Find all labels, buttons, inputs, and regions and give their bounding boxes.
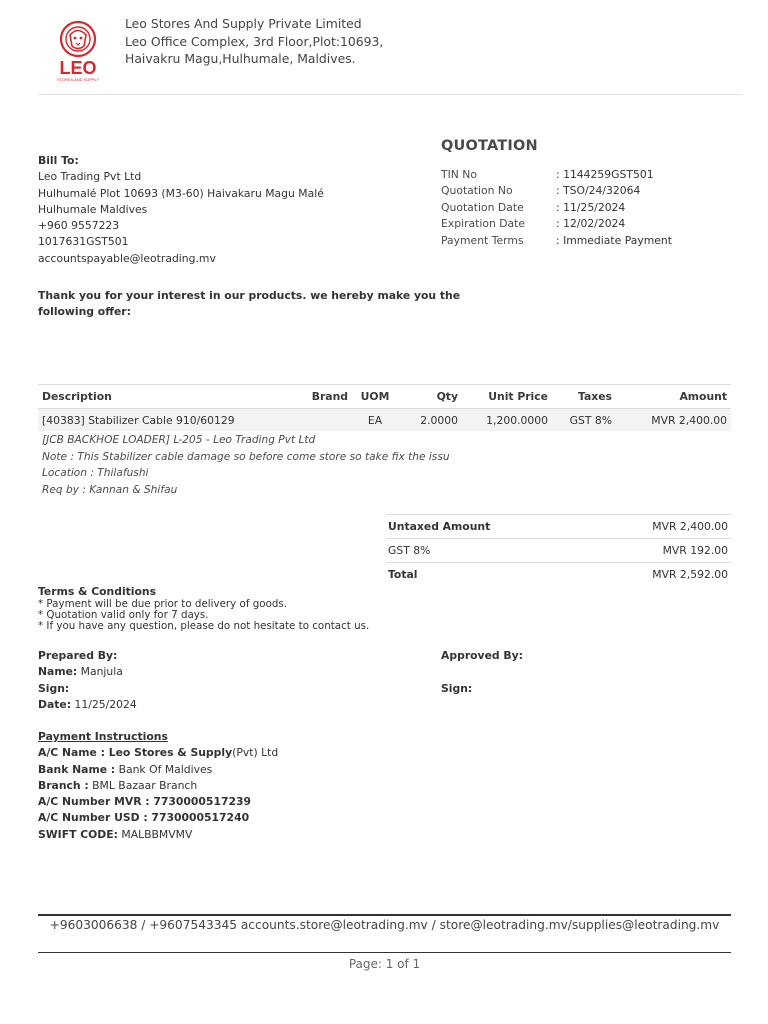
ac-name-label: A/C Name : Leo Stores & Supply: [38, 746, 233, 760]
meta-row-payment-terms: [441, 234, 672, 250]
bill-to-city: Hulhumale Maldives: [38, 202, 148, 216]
line-notes: [42, 432, 450, 498]
table-header: [38, 384, 731, 409]
header-divider: [38, 94, 742, 95]
payment-ac-mvr: A/C Number MVR : 7730000517239: [38, 795, 252, 809]
terms-line: * Payment will be due prior to delivery of goods.: [38, 598, 288, 610]
meta-label: Expiration Date: [441, 217, 526, 231]
table-row: [38, 409, 731, 431]
totals-value: MVR 2,400.00: [652, 520, 728, 533]
totals-table: [386, 514, 731, 586]
footer-contact[interactable]: +9603006638 / +9607543345 accounts.store@leotrading.mv / store@leotrading.mv/supplies@leotrading.mv: [49, 918, 720, 932]
date-label: Date:: [38, 697, 72, 711]
payment-instructions: [38, 729, 278, 843]
meta-label: Quotation No: [441, 184, 513, 198]
column-header-description: Description: [42, 390, 112, 403]
meta-row-quotation-no: [441, 184, 672, 200]
swift-value: MALBBMVMV: [121, 827, 193, 841]
bank-value: Bank Of Maldives: [118, 762, 213, 776]
cell-unit-price: 1,200.0000: [486, 413, 548, 427]
company-address: [125, 15, 383, 68]
terms-line: * Quotation valid only for 7 days.: [38, 609, 209, 622]
meta-label: Payment Terms: [441, 233, 524, 247]
totals-row-total: [386, 562, 731, 586]
approved-by-heading: Approved By:: [441, 649, 523, 662]
prepared-by-sign: Sign:: [38, 681, 70, 695]
totals-label: Total: [388, 568, 418, 581]
terms-and-conditions: [38, 584, 369, 633]
payment-ac-usd: A/C Number USD : 7730000517240: [38, 811, 250, 825]
meta-label: TIN No: [441, 168, 477, 181]
terms-heading: Terms & Conditions: [38, 585, 157, 598]
cell-qty: 2.0000: [420, 413, 458, 427]
payment-branch: [38, 778, 278, 794]
line-note: Location : Thilafushi: [42, 467, 149, 480]
quotation-meta: [441, 168, 672, 250]
branch-label: Branch :: [38, 778, 89, 792]
column-header-taxes: Taxes: [578, 390, 612, 403]
cell-uom: EA: [367, 413, 383, 427]
svg-text:LEO: LEO: [59, 58, 97, 78]
meta-value: : 11/25/2024: [556, 200, 626, 214]
payment-swift: [38, 827, 278, 843]
meta-value: : TSO/24/32064: [556, 184, 641, 198]
meta-value: : 1144259GST501: [556, 168, 654, 181]
line-note: Req by : Kannan & Shifau: [42, 483, 178, 496]
approved-by-block: [441, 648, 523, 697]
totals-label: GST 8%: [388, 544, 431, 557]
cell-taxes: GST 8%: [569, 413, 612, 427]
line-note: [JCB BACKHOE LOADER] L-205 - Leo Trading Pvt Ltd: [42, 434, 316, 446]
svg-text:STORES AND SUPPLY: STORES AND SUPPLY: [56, 77, 100, 82]
meta-value: : Immediate Payment: [556, 233, 672, 247]
meta-value: : 12/02/2024: [556, 217, 626, 231]
bill-to-heading: Bill To:: [38, 154, 79, 167]
cell-amount: MVR 2,400.00: [651, 413, 727, 427]
meta-row-tin: [441, 168, 672, 184]
company-logo: [50, 18, 106, 84]
approved-by-sign: Sign:: [441, 681, 473, 695]
approved-by-spacer: [441, 664, 523, 680]
company-address-line-2: Haivakru Magu,Hulhumale, Maldives.: [125, 51, 356, 67]
prepared-by-name: [38, 664, 137, 680]
lion-logo-icon: [50, 18, 106, 84]
column-header-amount: Amount: [679, 390, 727, 403]
totals-row-gst: [386, 538, 731, 562]
meta-row-quotation-date: [441, 201, 672, 217]
name-value: Manjula: [80, 665, 123, 679]
bill-to-phone: +960 9557223: [38, 219, 120, 233]
quotation-title: QUOTATION: [441, 138, 538, 154]
page-number: Page: 1 of 1: [348, 957, 421, 971]
payment-ac-name: [38, 745, 278, 761]
meta-label: Quotation Date: [441, 200, 524, 214]
footer-top-divider: [38, 914, 731, 916]
footer-bottom-divider: [38, 952, 731, 953]
terms-line: * If you have any question, please do not hesitate to contact us.: [38, 620, 370, 633]
bank-label: Bank Name :: [38, 762, 116, 776]
prepared-by-date: [38, 697, 137, 713]
totals-label: Untaxed Amount: [388, 520, 491, 533]
totals-row-untaxed: [386, 514, 731, 538]
prepared-by-block: [38, 648, 137, 713]
column-header-unit-price: Unit Price: [488, 390, 548, 403]
totals-value: MVR 2,592.00: [652, 568, 728, 581]
bill-to-tax-id: 1017631GST501: [38, 235, 129, 249]
bill-to-email[interactable]: accountspayable@leotrading.mv: [38, 251, 216, 265]
name-label: Name:: [38, 665, 78, 679]
bill-to-block: [38, 153, 324, 267]
swift-label: SWIFT CODE:: [38, 827, 118, 841]
bill-to-name: Leo Trading Pvt Ltd: [38, 170, 142, 184]
branch-value: BML Bazaar Branch: [92, 778, 198, 792]
payment-heading: Payment Instructions: [38, 730, 168, 743]
quotation-lines-table: [38, 384, 731, 431]
payment-bank: [38, 762, 278, 778]
meta-row-expiration-date: [441, 217, 672, 233]
column-header-qty: Qty: [436, 390, 458, 403]
company-name: Leo Stores And Supply Private Limited: [125, 16, 362, 31]
column-header-uom: UOM: [360, 390, 390, 403]
date-value: 11/25/2024: [74, 697, 137, 711]
bill-to-address: Hulhumalé Plot 10693 (M3-60) Haivakaru Magu Malé: [38, 186, 324, 200]
column-header-brand: Brand: [311, 390, 348, 403]
intro-text: Thank you for your interest in our products. we hereby make you the following offer:: [38, 289, 461, 318]
cell-description: [40383] Stabilizer Cable 910/60129: [42, 413, 235, 427]
ac-name-value: (Pvt) Ltd: [232, 746, 279, 760]
totals-value: MVR 192.00: [662, 544, 728, 557]
company-address-line-1: Leo Office Complex, 3rd Floor,Plot:10693,: [125, 33, 384, 49]
line-note: Note : This Stabilizer cable damage so before come store so take fix the issu: [42, 450, 450, 463]
prepared-by-heading: Prepared By:: [38, 649, 118, 662]
